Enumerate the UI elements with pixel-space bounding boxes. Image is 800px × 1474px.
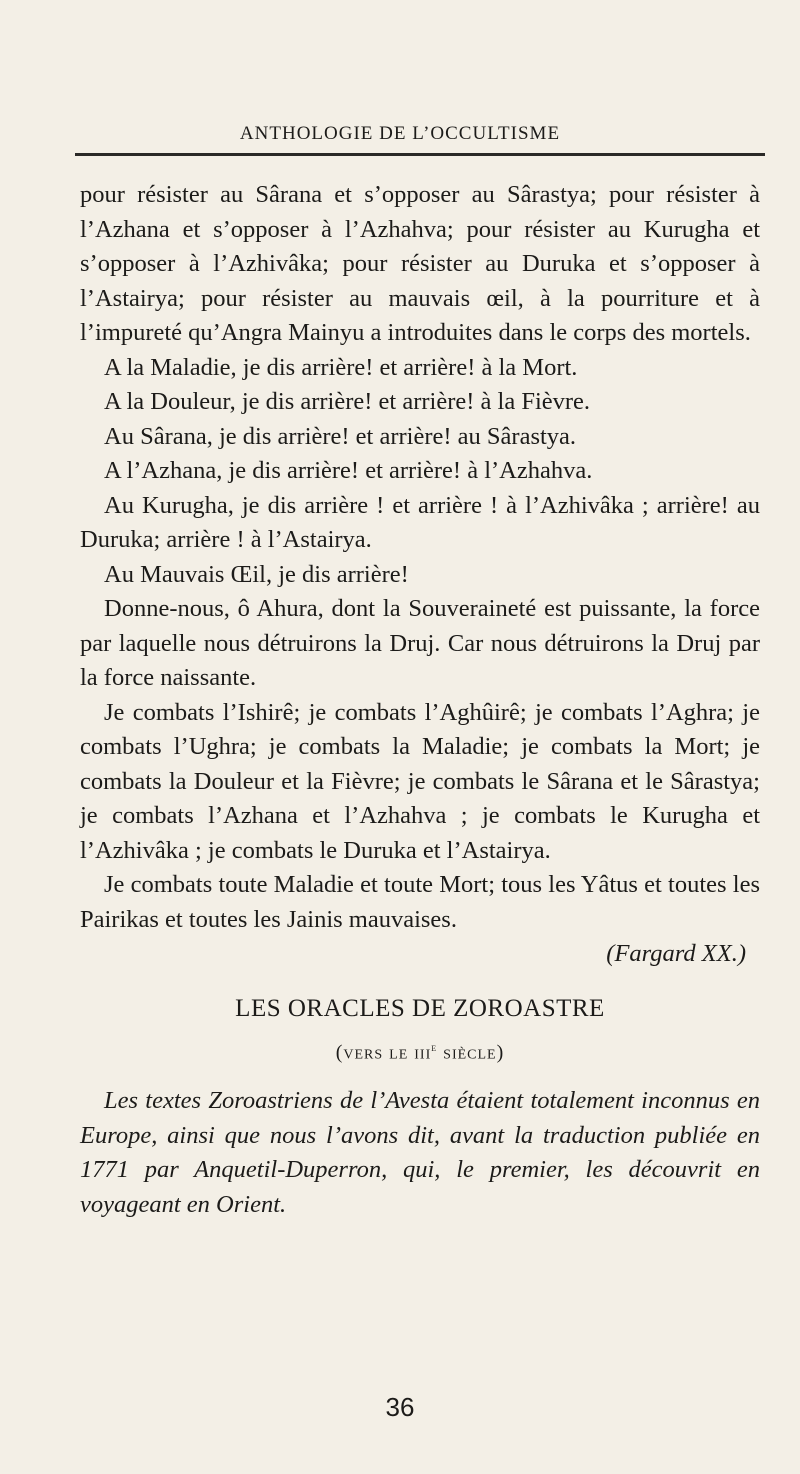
paragraph: Je combats toute Maladie et toute Mort; tous les Yâtus et toutes les Pairikas et toutes les Jainis mauvaises. (80, 871, 760, 933)
header-rule (75, 153, 765, 156)
subtitle-superscript: e (431, 1040, 438, 1054)
paragraph: Au Sârana, je dis arrière! et arrière! au Sârastya. (104, 422, 577, 450)
source-citation: (Fargard XX.) (606, 940, 746, 967)
section-title: LES ORACLES DE ZOROASTRE (235, 994, 605, 1022)
page-number: 36 (385, 1392, 415, 1422)
section-intro: Les textes Zoroastriens de l’Avesta étaient totalement inconnus en Europe, ainsi que nous l’avons dit, avant la traduction publiée en 1771 par Anquetil-Duperron, qui, le premier, les découvrit en voyageant en Orient. (80, 1087, 760, 1218)
section-subtitle (80, 1030, 760, 1070)
paragraph: A la Douleur, je dis arrière! et arrière! à la Fièvre. (104, 388, 591, 415)
body-text (80, 178, 760, 1222)
paragraph: pour résister au Sârana et s’opposer au Sârastya; pour résister à l’Azhana et s’opposer à l’Azhahva; pour résister au Kurugha et s’opposer à l’Azhivâka; pour résister au Duruka et s’opposer à l’Astairya; pour résister au mauvais œil, à la pourriture et à l’impureté qu’Angra Mainyu a introduites dans le corps des mortels. (80, 181, 760, 346)
paragraph: A l’Azhana, je dis arrière! et arrière! à l’Azhahva. (104, 457, 593, 484)
subtitle-text: (vers le iii (335, 1041, 432, 1064)
running-head: ANTHOLOGIE DE L’OCCULTISME (239, 123, 561, 144)
paragraph: A la Maladie, je dis arrière! et arrière! à la Mort. (104, 353, 578, 381)
paragraph: Je combats l’Ishirê; je combats l’Aghûirê; je combats l’Aghra; je combats l’Ughra; je combats la Maladie; je combats la Mort; je combats la Douleur et la Fièvre; je combats le Sârana et le Sârastya; je combats l’Azhana et l’Azhahva ; je combats le Kurugha et l’Azhivâka ; je combats le Duruka et l’Astairya. (80, 698, 760, 864)
subtitle-text-end: siècle) (437, 1041, 505, 1064)
paragraph: Au Mauvais Œil, je dis arrière! (104, 560, 409, 588)
paragraph: Donne-nous, ô Ahura, dont la Souveraineté est puissante, la force par laquelle nous détruirons la Druj. Car nous détruirons la Druj par la force naissante. (80, 595, 760, 691)
paragraph: Au Kurugha, je dis arrière ! et arrière ! à l’Azhivâka ; arrière! au Duruka; arrière ! à l’Astairya. (80, 491, 760, 553)
